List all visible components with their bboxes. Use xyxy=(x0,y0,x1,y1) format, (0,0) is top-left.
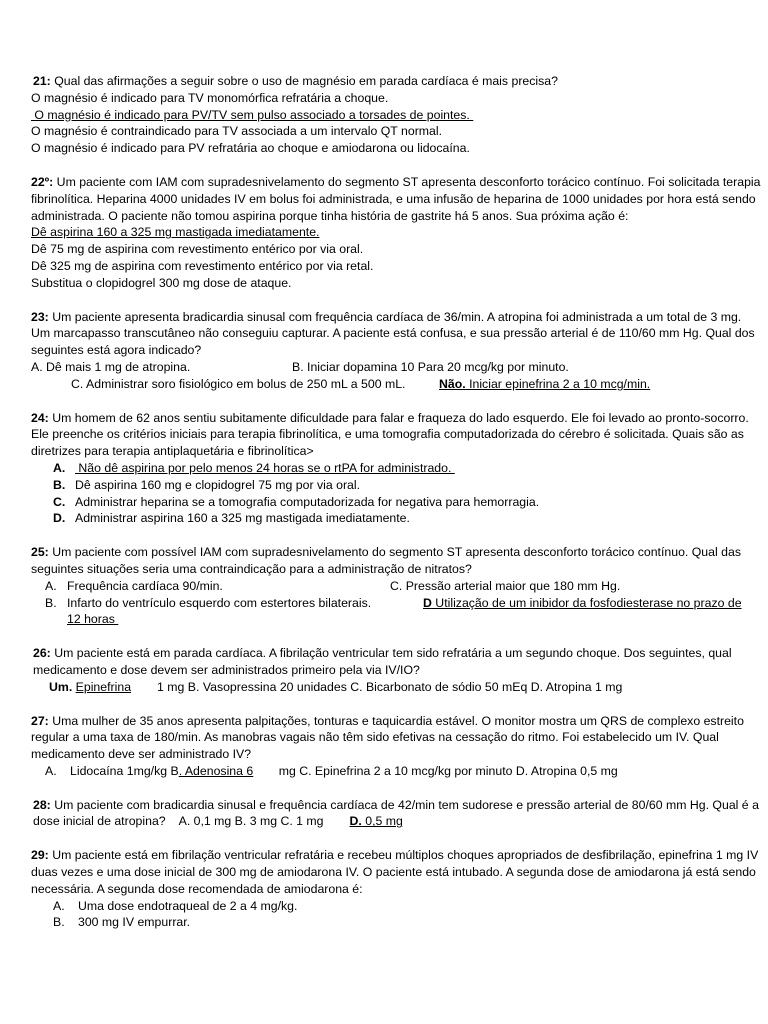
question-29 xyxy=(31,847,761,931)
options-row-1: A. Dê mais 1 mg de atropina. B. Iniciar dopamina 10 Para 20 mcg/kg por minuto. xyxy=(31,359,569,374)
question-number: 26: xyxy=(33,646,51,661)
question-25 xyxy=(31,544,761,628)
option: C. Administrar heparina se a tomografia computadorizada for negativa para hemorragia. xyxy=(53,494,540,509)
option: Substitua o clopidogrel 300 mg dose de ataque. xyxy=(31,275,292,290)
options-row-2: C. Administrar soro fisiológico em bolus de 250 mL a 500 mL. Não. Iniciar epinefrina 2 a 10 mcg/min. xyxy=(71,376,651,391)
option-answer: A. Não dê aspirina por pelo menos 24 horas se o rtPA for administrado. xyxy=(53,460,455,475)
option: A. Uma dose endotraqueal de 2 a 4 mg/kg. xyxy=(53,898,298,913)
option: O magnésio é indicado para TV monomórfica refratária a choque. xyxy=(31,90,389,105)
option: B. Dê aspirina 160 mg e clopidogrel 75 mg por via oral. xyxy=(53,477,361,492)
question-number: 25: xyxy=(31,545,49,560)
question-number: 24: xyxy=(31,410,49,425)
question-23-stem: 23: Um paciente apresenta bradicardia sinusal com frequência cardíaca de 36/min. A atropina foi administrada a um total de 3 mg. Um marcapasso transcutâneo não conseguiu capturar. A paciente está confusa, e sua pressão arterial é de 110/60 mm Hg. Qual dos seguintes está agora indicado? xyxy=(31,309,755,358)
options-row-1: A. Frequência cardíaca 90/min. C. Pressão arterial maior que 180 mm Hg. xyxy=(45,578,621,593)
question-24-stem: 24: Um homem de 62 anos sentiu subitamente dificuldade para falar e fraqueza do lado esquerdo. Ele foi levado ao pronto-socorro. Ele preenche os critérios iniciais para terapia fibrinolítica, e uma tomografia computadorizada do cérebro é solicitada. Quais são as diretrizes para terapia antiplaquetária e fibrinolítica> xyxy=(31,410,749,459)
question-27 xyxy=(31,713,761,780)
question-21 xyxy=(31,73,761,157)
question-number: 28: xyxy=(33,797,51,812)
question-24 xyxy=(31,410,761,528)
option: B. 300 mg IV empurrar. xyxy=(53,915,191,930)
question-22-stem: 22º: Um paciente com IAM com supradesnivelamento do segmento ST apresenta desconforto torácico contínuo. Foi solicitada terapia fibrinolítica. Heparina 4000 unidades IV em bolus foi administrada, e uma infusão de heparina de 1000 unidades por hora está sendo administrada. O paciente não tomou aspirina porque tinha história de gastrite há 5 anos. Sua próxima ação é: xyxy=(31,174,761,223)
question-28 xyxy=(31,797,761,831)
options-row-2: B. Infarto do ventrículo esquerdo com estertores bilaterais. D Utilização de um inibidor da fosfodiesterase no prazo de xyxy=(45,595,742,610)
question-23 xyxy=(31,309,761,393)
option: D. Administrar aspirina 160 a 325 mg mastigada imediatamente. xyxy=(53,511,410,526)
question-number: 21: xyxy=(33,74,51,88)
option: O magnésio é indicado para PV refratária ao choque e amiodarona ou lidocaína. xyxy=(31,141,470,156)
question-number: 27: xyxy=(31,713,49,728)
document-page xyxy=(31,73,761,948)
option: O magnésio é contraindicado para TV associada a um intervalo QT normal. xyxy=(31,124,443,139)
question-22 xyxy=(31,174,761,292)
option-answer: O magnésio é indicado para PV/TV sem pulso associado a torsades de pointes. xyxy=(31,107,474,122)
question-26 xyxy=(31,645,761,695)
option-answer: Dê aspirina 160 a 325 mg mastigada imediatamente. xyxy=(31,225,320,240)
question-29-stem: 29: Um paciente está em fibrilação ventricular refratária e recebeu múltiplos choques apropriados de desfibrilação, epinefrina 1 mg IV duas vezes e uma dose inicial de 300 mg de amiodarona IV. O paciente está intubado. A segunda dose de amiodarona já está sendo necessária. A segunda dose recomendada de amiodarona é: xyxy=(31,848,759,896)
question-28-stem: 28: Um paciente com bradicardia sinusal e frequência cardíaca de 42/min tem sudorese e pressão arterial de 80/60 mm Hg. Qual é a dose inicial de atropina? A. 0,1 mg B. 3 mg C. 1 mg D. 0,5 mg xyxy=(33,797,759,829)
options-row: Um. Epinefrina 1 mg B. Vasopressina 20 unidades C. Bicarbonato de sódio 50 mEq D. Atropina 1 mg xyxy=(49,679,623,694)
question-21-stem: 21: Qual das afirmações a seguir sobre o uso de magnésio em parada cardíaca é mais precisa? xyxy=(33,74,558,88)
question-number: 22º: xyxy=(31,174,54,189)
option: Dê 75 mg de aspirina com revestimento entérico por via oral. xyxy=(31,242,364,257)
options-row: A. Lidocaína 1mg/kg B. Adenosina 6 mg C. Epinefrina 2 a 10 mcg/kg por minuto D. Atropina 0,5 mg xyxy=(45,763,618,778)
question-27-stem: 27: Uma mulher de 35 anos apresenta palpitações, tonturas e taquicardia estável. O monitor mostra um QRS de complexo estreito regular a uma taxa de 180/min. As manobras vagais não têm sido efetivas na cessação do ritmo. Foi estabelecido um IV. Qual medicamento deve ser administrado IV? xyxy=(31,713,744,762)
option: Dê 325 mg de aspirina com revestimento entérico por via retal. xyxy=(31,258,374,273)
option-d-continuation: 12 horas xyxy=(67,612,119,627)
question-25-stem: 25: Um paciente com possível IAM com supradesnivelamento do segmento ST apresenta desconforto torácico contínuo. Qual das seguintes situações seria uma contraindicação para a administração de nitratos? xyxy=(31,545,741,576)
question-26-stem: 26: Um paciente está em parada cardíaca. A fibrilação ventricular tem sido refratária a um segundo choque. Dos seguintes, qual medicamento e dose devem ser administrados primeiro pela via IV/IO? xyxy=(33,646,732,677)
question-number: 29: xyxy=(31,848,49,863)
question-number: 23: xyxy=(31,309,49,324)
